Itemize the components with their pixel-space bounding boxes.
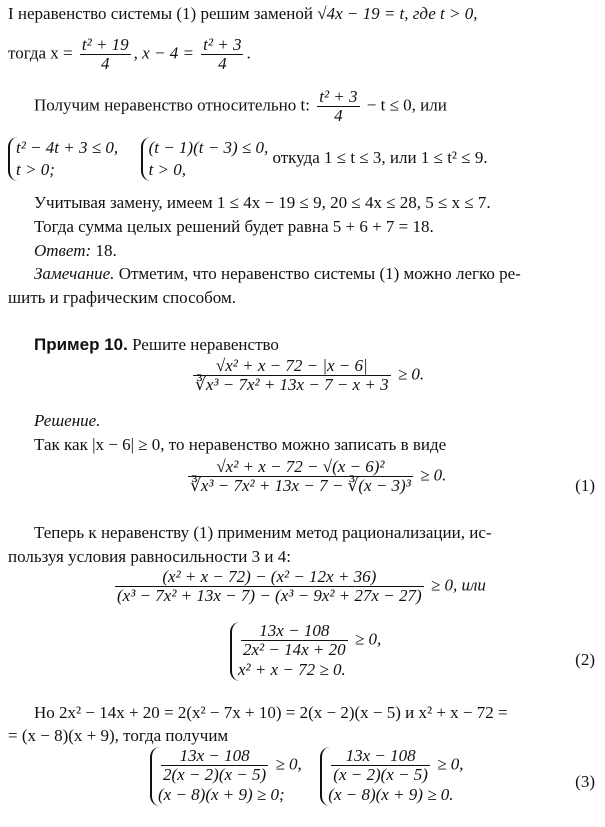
fraction [80,36,131,73]
equation-system [320,747,463,806]
equation-system [230,622,381,681]
answer-value: 18. [91,241,117,260]
denominator: 4 [80,54,131,73]
text-line: Теперь к неравенству (1) применим метод рационализации, ис- [34,523,492,542]
fraction [161,747,268,784]
formula [112,568,486,605]
system-row: (x − 8)(x + 9) ≥ 0; [158,785,285,804]
text-line: Так как |x − 6| ≥ 0, то неравенство можно записать в виде [34,435,447,454]
fraction [331,747,430,784]
formula [185,458,446,495]
answer-line [34,241,117,261]
equation-number: (2) [575,650,595,669]
equation-number: (3) [575,772,595,791]
fraction [188,458,413,495]
system-row [328,747,463,784]
math-expression: √4x − 19 = t, [317,4,409,23]
text-line [34,88,447,125]
denominator: ∛x³ − 7x² + 13x − 7 − ∛(x − 3)³ [190,476,411,495]
text: . [246,43,251,63]
text: Получим неравенство относительно t: [34,95,315,115]
numerator: t² + 19 [81,35,129,54]
system-row: x² + x − 72 ≥ 0. [238,660,346,679]
remark-label: Замечание. [34,264,115,283]
formula [150,747,464,806]
system-row [158,747,302,784]
numerator: t² + 3 [203,35,242,54]
denominator: 2(x − 2)(x − 5) [163,765,267,784]
text-line: Но 2x² − 14x + 20 = 2(x² − 7x + 10) = 2(x − 2)(x − 5) и x² + x − 72 = [34,703,508,722]
fraction [115,568,424,605]
text-line [8,4,477,24]
numerator: 13x − 108 [179,746,250,765]
denominator: (x³ − 7x² + 13x − 7) − (x³ − 9x² + 27x − 27) [117,586,422,605]
system-line [8,137,488,181]
denominator: 4 [317,106,359,125]
relation: ≥ 0, [271,754,302,774]
system-row: (x − 8)(x + 9) ≥ 0. [328,785,454,804]
remark-text: Отметим, что неравенство системы (1) можно легко ре- [114,264,521,283]
equation-system [8,137,118,181]
relation: ≥ 0, [432,754,464,774]
remark-line: шить и графическим способом. [8,288,236,307]
relation: ≥ 0, [350,629,382,649]
numerator: 13x − 108 [259,621,330,640]
text: откуда 1 ≤ t ≤ 3, или 1 ≤ t² ≤ 9. [272,147,488,167]
text: I неравенство системы (1) решим заменой [8,4,318,23]
example-line [34,335,279,355]
text-line: Учитывая замену, имеем 1 ≤ 4x − 19 ≤ 9, 20 ≤ 4x ≤ 28, 5 ≤ x ≤ 7. [34,193,491,212]
relation: ≥ 0. [415,465,447,485]
system-row: t² − 4t + 3 ≤ 0, [16,138,119,157]
numerator: √x² + x − 72 − |x − 6| [215,356,368,375]
system-row [238,622,381,659]
fraction [201,36,243,73]
denominator: 4 [201,54,243,73]
numerator: √x² + x − 72 − √(x − 6)² [216,457,385,476]
equation-system [141,137,269,181]
numerator: 13x − 108 [345,746,416,765]
remark-line [34,264,521,284]
answer-label: Ответ: [34,241,92,260]
fraction [241,622,348,659]
text: где t > 0, [408,4,478,23]
example-title: Пример 10. [34,335,128,354]
numerator: t² + 3 [319,87,358,106]
relation: ≥ 0, или [426,575,486,595]
fraction [193,357,391,394]
numerator: (x² + x − 72) − (x² − 12x + 36) [162,567,377,586]
text-line: = (x − 8)(x + 9), тогда получим [8,726,229,745]
relation: ≥ 0. [393,364,425,384]
denominator: (x − 2)(x − 5) [333,765,428,784]
solution-label: Решение. [34,411,101,430]
text: − t ≤ 0, или [362,95,447,115]
system-row: t > 0; [16,160,55,179]
text-line: Тогда сумма целых решений будет равна 5 + 6 + 7 = 18. [34,217,434,236]
formula [230,622,381,681]
text: тогда x = [8,43,77,63]
example-task: Решите неравенство [127,335,279,354]
system-row: (t − 1)(t − 3) ≤ 0, [148,138,269,157]
fraction [317,88,359,125]
text-line [8,36,251,73]
text: , x − 4 = [133,43,199,63]
equation-number: (1) [575,476,595,495]
formula [190,357,424,394]
text-line: пользуя условия равносильности 3 и 4: [8,547,291,566]
denominator: 2x² − 14x + 20 [243,640,346,659]
equation-system [150,747,302,806]
system-row: t > 0, [148,160,187,179]
denominator: ∛x³ − 7x² + 13x − 7 − x + 3 [195,375,389,394]
